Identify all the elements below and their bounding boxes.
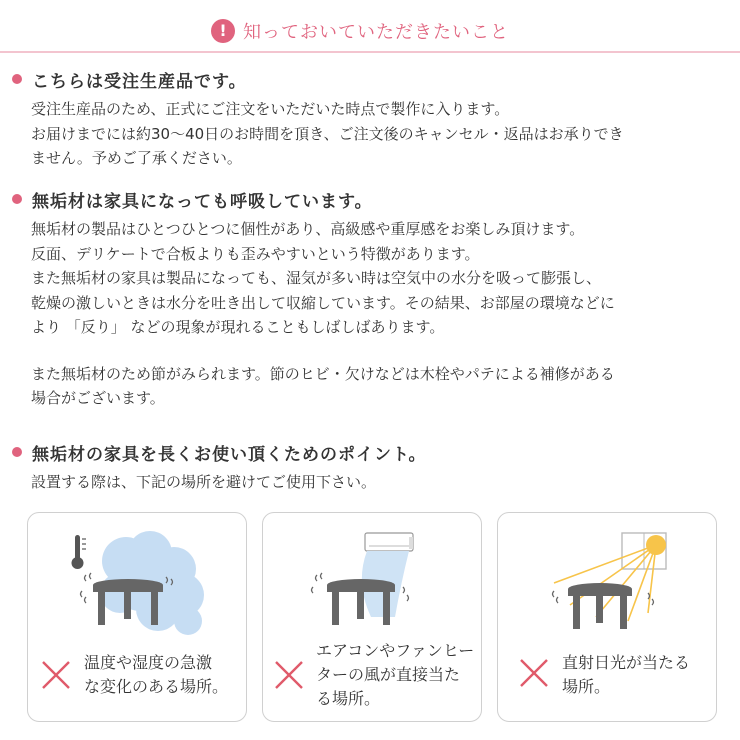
section-title: 無垢材の家具を長くお使い頂くためのポイント。: [32, 444, 427, 465]
notice-header-content: [211, 18, 509, 44]
card-text-line: 場所。: [562, 677, 611, 696]
section-title: 無垢材は家具になっても呼吸しています。: [32, 191, 373, 212]
section-text: [12, 217, 728, 411]
caution-card-text: [562, 651, 690, 699]
card-text-line: な変化のある場所。: [84, 677, 229, 696]
bullet-dot-icon: [12, 447, 22, 457]
card-text-line: 直射日光が当たる: [562, 653, 691, 672]
text-line: また無垢材の家具は製品になっても、湿気が多い時は空気中の水分を吸って膨張し、: [31, 269, 602, 287]
bullet-dot-icon: [12, 194, 22, 204]
notice-header: [0, 14, 740, 52]
cross-icon: [40, 659, 72, 691]
section-title: こちらは受注生産品です。: [32, 71, 247, 92]
text-line: お届けまでには約30～40日のお時間を頂き、ご注文後のキャンセル・返品はお承りでき: [31, 124, 624, 143]
caution-card-sunlight: [497, 512, 717, 722]
sunlight-icon: [498, 513, 718, 643]
cross-icon: [273, 659, 305, 691]
text-line: また無垢材のため節がみられます。節のヒビ・欠けなどは木栓やパテによる補修がある: [31, 364, 615, 383]
text-line: ません。予めご了承ください。: [31, 149, 242, 167]
bullet-dot-icon: [12, 74, 22, 84]
section-made-to-order: [12, 66, 728, 171]
text-line: 無垢材の製品はひとつひとつに個性があり、高級感や重厚感をお楽しみ頂けます。: [31, 220, 585, 238]
section-heading: [12, 439, 728, 465]
text-line: より 「反り」 などの現象が現れることもしばしばあります。: [31, 318, 445, 336]
text-line: 乾燥の激しいときは水分を吐き出して収縮しています。その結果、お部屋の環境などに: [31, 293, 615, 312]
caution-cards: [27, 512, 717, 724]
caution-card-temperature: [27, 512, 247, 722]
section-text: [12, 97, 728, 171]
header-divider: [0, 51, 740, 53]
card-text-line: る場所。: [316, 689, 381, 708]
card-text-line: 温度や湿度の急激: [84, 653, 213, 672]
section-heading: [12, 66, 728, 92]
section-solid-wood: [12, 186, 728, 411]
text-line: 反面、デリケートで合板よりも歪みやすいという特徴があります。: [31, 244, 480, 263]
caution-card-text: [316, 639, 474, 711]
section-usage-points: [12, 439, 728, 495]
caution-card-air-conditioner: [262, 512, 482, 722]
air-conditioner-icon: [263, 513, 483, 643]
page-title: 知っておいていただきたいこと: [243, 22, 509, 43]
section-heading: [12, 186, 728, 212]
text-line: 場合がございます。: [31, 389, 165, 407]
card-text-line: エアコンやファンヒー: [316, 641, 475, 660]
caution-card-text: [84, 651, 228, 699]
text-line: 設置する際は、下記の場所を避けてご使用下さい。: [31, 473, 377, 491]
section-text: [12, 470, 728, 495]
cross-icon: [518, 657, 550, 689]
text-line: 受注生産品のため、正式にご注文をいただいた時点で製作に入ります。: [31, 100, 510, 118]
exclamation-icon: !: [211, 19, 235, 43]
card-text-line: ターの風が直接当た: [316, 665, 461, 684]
thermometer-humidity-icon: [28, 513, 248, 643]
